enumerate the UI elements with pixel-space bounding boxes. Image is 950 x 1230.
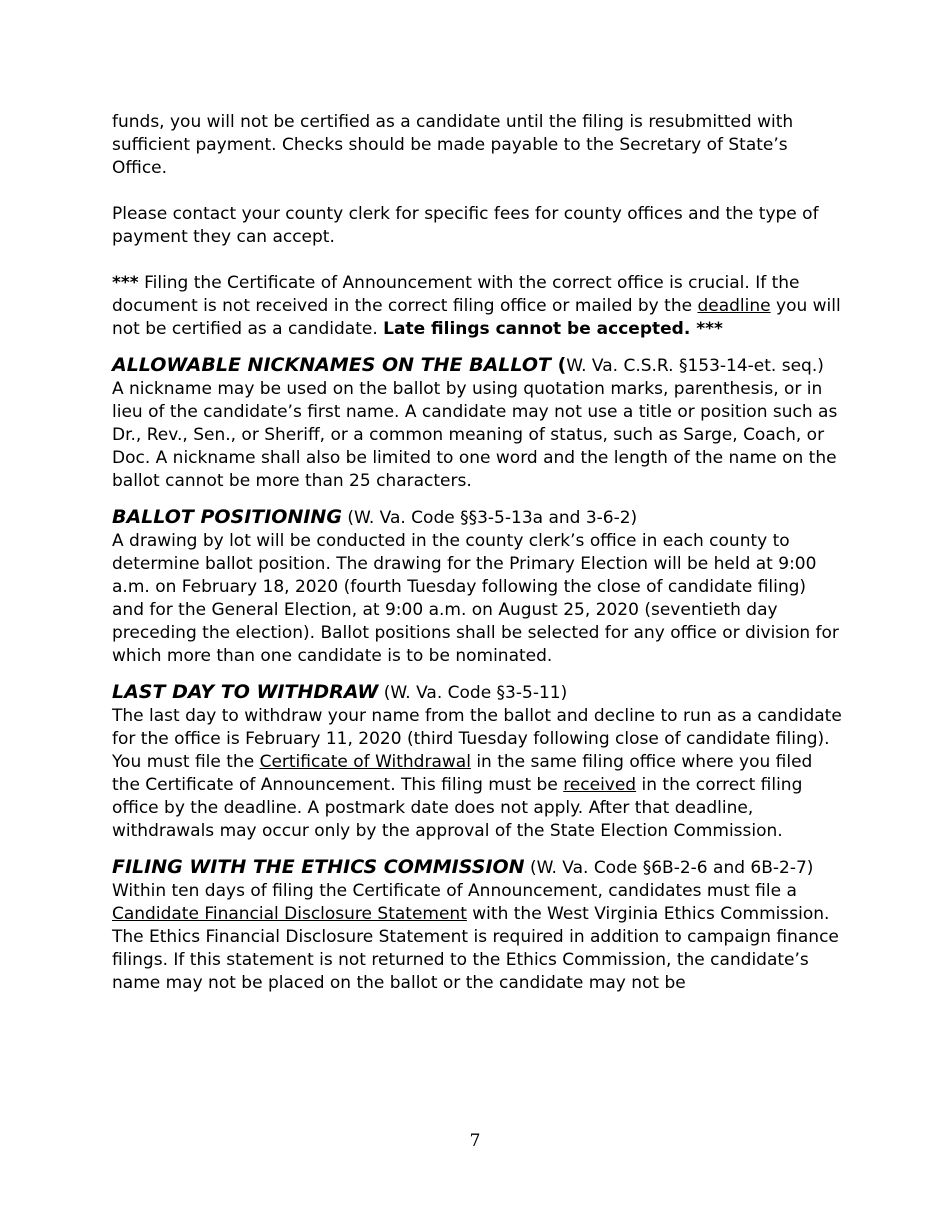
section-citation: (W. Va. Code §3-5-11) — [378, 683, 568, 703]
deadline-link[interactable]: deadline — [697, 296, 771, 316]
body-text: Within ten days of filing the Certificate of Announcement, candidates must file a — [112, 881, 797, 901]
section-withdraw — [112, 681, 842, 843]
section-nicknames — [112, 354, 842, 493]
body-text: The last day to withdraw your name from the ballot and decline to run as a candidate for the office is February 11, 2020 (third Tuesday following close of candidate filing). You must file the — [112, 706, 842, 772]
body-text-cont: with the West Virginia Ethics Commission. The Ethics Financial Disclosure Statement is required in addition to campaign finance filings. If this statement is not returned to the Ethics Commission, the candidate’s name may not be placed on the ballot or the candidate may not be — [112, 904, 839, 993]
section-citation: (W. Va. Code §§3-5-13a and 3-6-2) — [341, 508, 638, 528]
financial-disclosure-link[interactable]: Candidate Financial Disclosure Statement — [112, 904, 467, 924]
certificate-of-withdrawal-link[interactable]: Certificate of Withdrawal — [259, 752, 471, 772]
stars-marker: *** — [112, 273, 139, 293]
page-number: 7 — [469, 1131, 481, 1151]
section-title: LAST DAY TO WITHDRAW — [112, 681, 379, 703]
late-filings-notice: Late filings cannot be accepted. *** — [383, 319, 723, 339]
section-heading — [112, 681, 842, 705]
received-emphasis: received — [563, 775, 637, 795]
document-body — [112, 111, 842, 995]
section-citation: (W. Va. Code §6B-2-6 and 6B-2-7) — [524, 858, 814, 878]
section-citation: W. Va. C.S.R. §153-14-et. seq.) — [566, 356, 824, 376]
warning-text: Filing the Certificate of Announcement with the correct office is crucial. If the document is not received in the correct filing office or mailed by the — [112, 273, 800, 316]
section-heading — [112, 856, 842, 880]
section-body: A drawing by lot will be conducted in the county clerk’s office in each county to determine ballot position. The drawing for the Primary Election will be held at 9:00 a.m. on February 18, 2020 (fourth Tuesday following the close of candidate filing) and for the General Election, at 9:00 a.m. on August 25, 2020 (seventieth day preceding the election). Ballot positions shall be selected for any office or division for which more than one candidate is to be nominated. — [112, 531, 839, 666]
warning-text-cont: you will not be certified as a candidate. — [112, 296, 841, 339]
intro-paragraph-filing-warning — [112, 272, 842, 341]
section-ethics — [112, 856, 842, 995]
section-body — [112, 705, 842, 843]
intro-paragraph-county-fees: Please contact your county clerk for specific fees for county offices and the type of payment they can accept. — [112, 204, 819, 247]
section-body: A nickname may be used on the ballot by using quotation marks, parenthesis, or in lieu of the candidate’s first name. A candidate may not use a title or position such as Dr., Rev., Sen., or Sheriff, or a common meaning of status, such as Sarge, Coach, or Doc. A nickname shall also be limited to one word and the length of the name on the ballot cannot be more than 25 characters. — [112, 379, 838, 491]
paren-open: ( — [550, 354, 567, 376]
intro-paragraph-payment: funds, you will not be certified as a candidate until the filing is resubmitted with sufficient payment. Checks should be made payable to the Secretary of State’s Office. — [112, 112, 794, 178]
body-text-cont: in the same filing office where you filed the Certificate of Announcement. This filing must be — [112, 752, 813, 795]
section-body — [112, 880, 842, 995]
section-title: ALLOWABLE NICKNAMES ON THE BALLOT — [112, 354, 551, 376]
section-title: FILING WITH THE ETHICS COMMISSION — [112, 856, 525, 878]
section-ballot-positioning — [112, 506, 842, 668]
section-heading — [112, 354, 842, 378]
section-heading — [112, 506, 842, 530]
body-text-end: in the correct filing office by the deadline. A postmark date does not apply. After that deadline, withdrawals may occur only by the approval of the State Election Commission. — [112, 775, 803, 841]
section-title: BALLOT POSITIONING — [112, 506, 342, 528]
